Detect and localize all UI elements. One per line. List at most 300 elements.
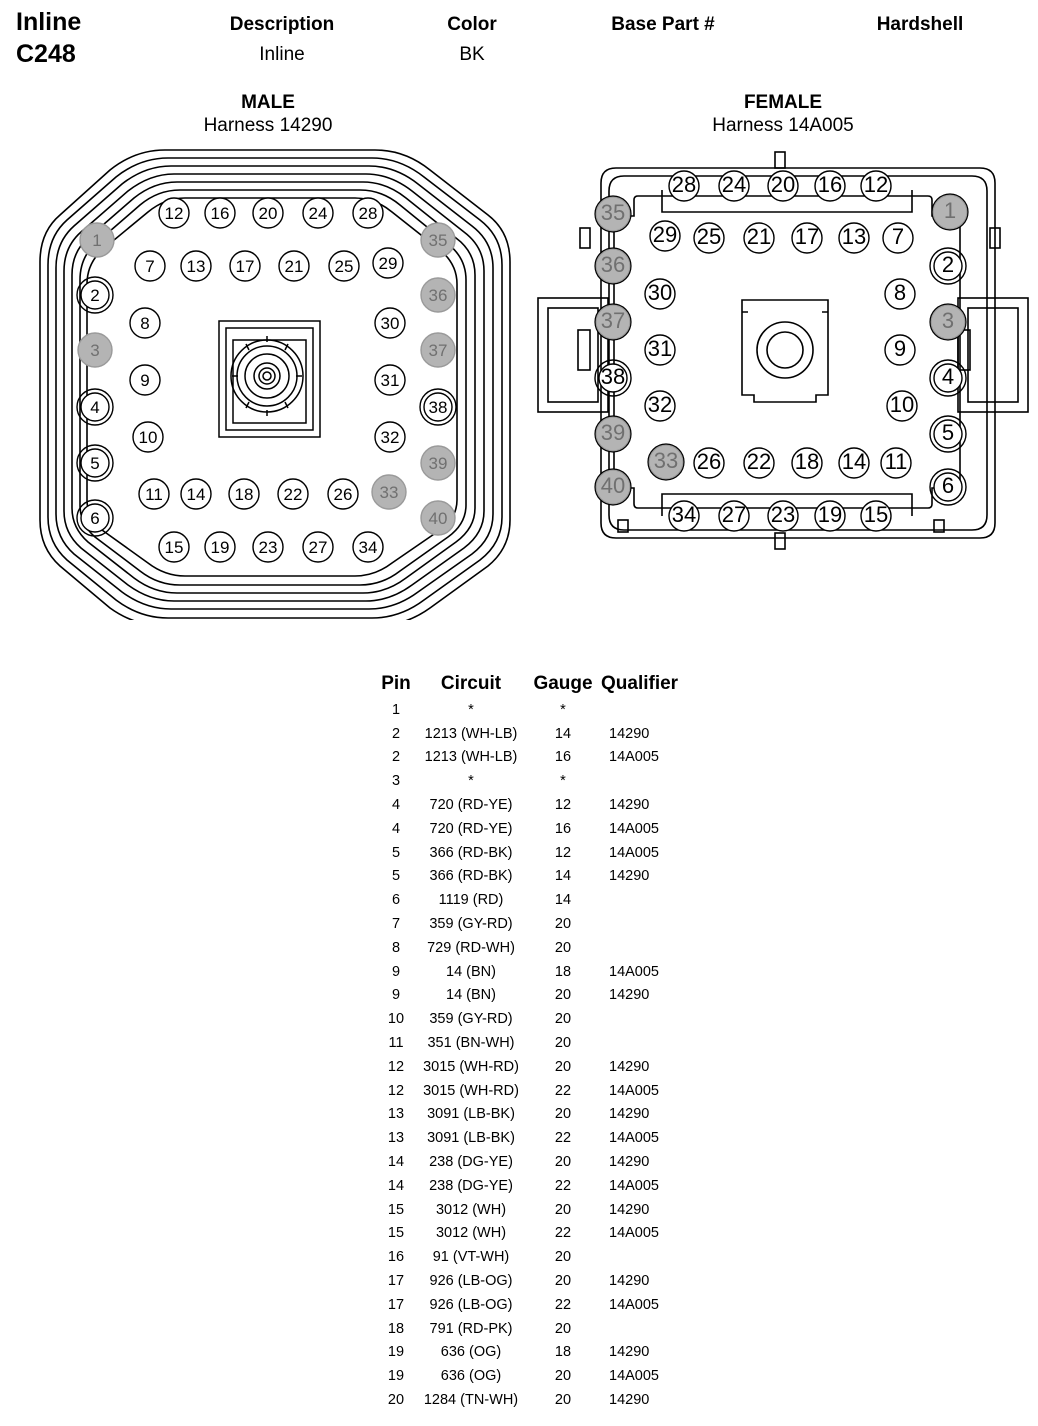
table-row: [375, 1126, 697, 1150]
table-row: [375, 1198, 697, 1222]
male-pin-39: [421, 446, 455, 480]
male-pin-label: 19: [210, 538, 230, 557]
male-pin-21: [279, 251, 309, 281]
pin-cell: 5: [391, 844, 401, 861]
pin-cell: 9: [391, 987, 401, 1004]
female-pin-33: [648, 444, 684, 480]
female-pin-30: [645, 279, 675, 309]
male-pin-16: [205, 198, 235, 228]
qualifier-cell: [601, 912, 697, 936]
qualifier-cell: 14A005: [609, 1296, 659, 1313]
color-value: BK: [459, 44, 485, 65]
table-row: [375, 888, 697, 912]
table-row: [375, 1031, 697, 1055]
female-pin-label: 32: [647, 392, 673, 417]
circuit-cell: 1284 (TN-WH): [423, 1392, 519, 1408]
circuit-cell: 926 (LB-OG): [429, 1273, 513, 1290]
male-pin-label: 20: [258, 204, 278, 223]
male-pin-label: 30: [380, 314, 400, 333]
pin-cell: 15: [387, 1225, 405, 1242]
male-pin-17: [230, 251, 260, 281]
female-title: FEMALE: [743, 92, 823, 113]
male-pin-label: 9: [140, 371, 150, 390]
qualifier-cell: 14290: [609, 987, 650, 1004]
female-pin-label: 19: [817, 502, 843, 527]
pin-cell: 5: [391, 868, 401, 885]
gauge-cell: 20: [554, 1106, 572, 1123]
gauge-cell: 22: [554, 1296, 572, 1313]
gauge-cell: *: [560, 773, 566, 790]
table-row: [375, 841, 697, 865]
gauge-cell: 14: [554, 892, 572, 909]
table-row: [375, 1079, 697, 1103]
pin-cell: 10: [387, 1011, 405, 1028]
female-pin-5: [930, 416, 966, 452]
table-row: [375, 865, 697, 889]
pin-cell: 7: [391, 916, 401, 933]
female-pin-label: 27: [721, 502, 747, 527]
table-row: [375, 1007, 697, 1031]
female-pin-37: [595, 304, 631, 340]
male-pin-7: [135, 251, 165, 281]
female-pin-label: 15: [863, 502, 889, 527]
gauge-cell: 16: [554, 749, 572, 766]
table-row: [375, 1341, 697, 1365]
female-pin-label: 35: [600, 200, 626, 225]
male-pin-label: 28: [358, 204, 378, 223]
table-row: [375, 722, 697, 746]
male-pin-label: 25: [334, 257, 354, 276]
female-pin-label: 5: [941, 420, 955, 445]
circuit-cell: 1213 (WH-LB): [424, 725, 518, 742]
circuit-cell: 3015 (WH-RD): [423, 1082, 519, 1099]
male-pin-1: [80, 223, 114, 257]
female-pin-label: 12: [863, 172, 889, 197]
column-header-circuit: Circuit: [440, 673, 502, 694]
female-pin-label: 21: [746, 224, 772, 249]
female-pin-label: 31: [647, 336, 673, 361]
female-pin-12: [861, 171, 891, 201]
gauge-cell: 20: [554, 987, 572, 1004]
female-pin-2: [930, 248, 966, 284]
circuit-cell: 926 (LB-OG): [429, 1296, 513, 1313]
circuit-cell: 3091 (LB-BK): [427, 1106, 515, 1123]
pin-cell: 13: [387, 1130, 405, 1147]
table-row: [375, 936, 697, 960]
gauge-cell: 14: [554, 868, 572, 885]
qualifier-cell: [601, 1317, 697, 1341]
pin-cell: 3: [391, 773, 401, 790]
hardshell-label: Hardshell: [876, 14, 964, 35]
qualifier-cell: 14A005: [609, 820, 659, 837]
male-pin-label: 1: [92, 231, 102, 250]
pin-cell: 9: [391, 963, 401, 980]
female-pin-label: 30: [647, 280, 673, 305]
female-pin-24: [719, 171, 749, 201]
male-pin-27: [303, 532, 333, 562]
qualifier-cell: [601, 769, 697, 793]
qualifier-cell: 14290: [609, 1273, 650, 1290]
male-title: MALE: [241, 92, 295, 113]
circuit-cell: 3015 (WH-RD): [423, 1058, 519, 1075]
female-subtitle: Harness 14A005: [712, 115, 854, 136]
female-pin-label: 17: [794, 224, 820, 249]
male-pin-22: [278, 479, 308, 509]
table-row: [375, 1055, 697, 1079]
male-pin-33: [372, 475, 406, 509]
male-pin-label: 18: [234, 485, 254, 504]
male-pin-40: [421, 501, 455, 535]
male-pin-35: [421, 223, 455, 257]
female-pin-label: 25: [696, 224, 722, 249]
pin-cell: 11: [388, 1035, 404, 1052]
circuit-cell: 636 (OG): [440, 1344, 502, 1361]
qualifier-cell: 14290: [609, 797, 650, 814]
color-label: Color: [447, 14, 497, 35]
circuit-cell: 1213 (WH-LB): [424, 749, 518, 766]
female-pin-34: [669, 501, 699, 531]
female-pin-label: 39: [600, 420, 626, 445]
circuit-cell: 3091 (LB-BK): [427, 1130, 515, 1147]
male-pin-25: [329, 251, 359, 281]
column-header-pin: Pin: [381, 673, 411, 694]
pin-cell: 20: [387, 1392, 405, 1408]
female-pin-18: [792, 448, 822, 478]
circuit-cell: 3012 (WH): [435, 1225, 507, 1242]
circuit-cell: 238 (DG-YE): [429, 1154, 513, 1171]
female-pin-label: 16: [817, 172, 843, 197]
table-row: [375, 1103, 697, 1127]
female-pin-13: [839, 223, 869, 253]
table-row: [375, 1364, 697, 1388]
male-pin-label: 33: [379, 483, 399, 502]
circuit-cell: 636 (OG): [440, 1368, 502, 1385]
gauge-cell: 14: [554, 725, 572, 742]
gauge-cell: 20: [554, 1273, 572, 1290]
pin-cell: 19: [387, 1368, 405, 1385]
female-pin-label: 9: [893, 336, 907, 361]
female-pin-7: [883, 223, 913, 253]
pin-cell: 12: [387, 1058, 405, 1075]
male-pin-label: 32: [380, 428, 400, 447]
male-pin-label: 37: [428, 341, 448, 360]
pin-cell: 14: [387, 1154, 405, 1171]
circuit-cell: 1119 (RD): [438, 892, 504, 909]
qualifier-cell: 14290: [609, 1344, 650, 1361]
connector-title-line2: C248: [16, 40, 76, 68]
pin-cell: 13: [387, 1106, 405, 1123]
qualifier-cell: 14A005: [609, 1225, 659, 1242]
table-row: [375, 1269, 697, 1293]
male-pin-label: 23: [258, 538, 278, 557]
female-pin-15: [861, 501, 891, 531]
male-pin-label: 31: [380, 371, 400, 390]
gauge-cell: 20: [554, 1201, 572, 1218]
female-pin-label: 18: [794, 449, 820, 474]
gauge-cell: 22: [554, 1082, 572, 1099]
female-pin-label: 6: [941, 473, 955, 498]
table-row: [375, 793, 697, 817]
male-pin-label: 3: [90, 341, 100, 360]
pin-cell: 16: [387, 1249, 405, 1266]
female-pin-17: [792, 223, 822, 253]
female-pin-28: [669, 171, 699, 201]
female-pin-label: 28: [671, 172, 697, 197]
male-pin-10: [133, 422, 163, 452]
gauge-cell: 22: [554, 1225, 572, 1242]
male-pin-label: 11: [145, 485, 163, 504]
circuit-cell: 720 (RD-YE): [429, 820, 513, 837]
pin-cell: 2: [391, 725, 401, 742]
table-row: [375, 960, 697, 984]
circuit-cell: 359 (GY-RD): [429, 916, 513, 933]
male-subtitle: Harness 14290: [203, 115, 333, 136]
female-pin-8: [885, 279, 915, 309]
female-pin-20: [768, 171, 798, 201]
qualifier-cell: 14A005: [609, 1177, 659, 1194]
column-header-gauge: Gauge: [533, 673, 593, 694]
table-row: [375, 912, 697, 936]
female-pin-25: [694, 223, 724, 253]
pin-cell: 4: [391, 797, 401, 814]
male-pin-label: 16: [210, 204, 230, 223]
male-pin-6: [77, 500, 113, 536]
pin-cell: 19: [387, 1344, 405, 1361]
female-pin-40: [595, 469, 631, 505]
pin-cell: 17: [387, 1273, 405, 1290]
male-pin-24: [303, 198, 333, 228]
female-pin-label: 36: [600, 252, 626, 277]
male-pin-label: 21: [284, 257, 304, 276]
male-pin-label: 24: [308, 204, 328, 223]
table-row: [375, 817, 697, 841]
male-pin-11: [139, 479, 169, 509]
female-pin-label: 8: [893, 280, 907, 305]
pin-cell: 15: [387, 1201, 405, 1218]
female-pin-22: [744, 448, 774, 478]
male-pin-label: 14: [186, 485, 206, 504]
pin-cell: 2: [391, 749, 401, 766]
female-pin-27: [719, 501, 749, 531]
male-pin-19: [205, 532, 235, 562]
description-value: Inline: [259, 44, 305, 65]
male-pin-label: 15: [164, 538, 184, 557]
female-pin-label: 40: [600, 473, 626, 498]
male-pin-label: 12: [164, 204, 184, 223]
circuit-cell: *: [468, 773, 474, 790]
male-pin-26: [328, 479, 358, 509]
female-pin-label: 11: [884, 449, 908, 474]
male-pin-label: 10: [138, 428, 158, 447]
column-header-qualifier: Qualifier: [601, 673, 679, 694]
male-pin-8: [130, 308, 160, 338]
male-pin-18: [229, 479, 259, 509]
female-pin-14: [839, 448, 869, 478]
female-pin-19: [815, 501, 845, 531]
table-row: [375, 1174, 697, 1198]
gauge-cell: 20: [554, 1320, 572, 1337]
male-pin-label: 7: [145, 257, 155, 276]
circuit-cell: *: [468, 701, 474, 718]
base-part-label: Base Part #: [611, 14, 715, 35]
circuit-cell: 366 (RD-BK): [429, 868, 513, 885]
male-pin-14: [181, 479, 211, 509]
qualifier-cell: 14A005: [609, 1130, 659, 1147]
table-row: [375, 1245, 697, 1269]
pin-table: [375, 670, 697, 1412]
male-pin-31: [375, 365, 405, 395]
pin-cell: 17: [387, 1296, 405, 1313]
female-pin-label: 37: [600, 308, 626, 333]
gauge-cell: 20: [554, 1249, 572, 1266]
male-pin-label: 39: [428, 454, 448, 473]
table-row: [375, 1293, 697, 1317]
qualifier-cell: [601, 936, 697, 960]
female-pin-label: 10: [889, 392, 915, 417]
gauge-cell: 20: [554, 916, 572, 933]
female-pin-label: 13: [841, 224, 867, 249]
male-pin-20: [253, 198, 283, 228]
pin-cell: 14: [387, 1177, 405, 1194]
female-pin-6: [930, 469, 966, 505]
female-pin-35: [595, 196, 631, 232]
female-connector-diagram: [520, 0, 1038, 620]
male-pin-label: 29: [378, 254, 398, 273]
male-pin-34: [353, 532, 383, 562]
table-row: [375, 1388, 697, 1412]
male-pin-label: 2: [90, 286, 100, 305]
qualifier-cell: [601, 1245, 697, 1269]
circuit-cell: 14 (BN): [446, 987, 496, 1004]
male-pin-4: [77, 389, 113, 425]
male-pin-label: 17: [235, 257, 255, 276]
gauge-cell: 22: [554, 1177, 572, 1194]
female-pin-10: [887, 391, 917, 421]
table-row: [375, 1222, 697, 1246]
qualifier-cell: [601, 1007, 697, 1031]
female-pin-26: [694, 448, 724, 478]
circuit-cell: 14 (BN): [446, 963, 496, 980]
qualifier-cell: [601, 698, 697, 722]
qualifier-cell: 14A005: [609, 1368, 659, 1385]
male-pin-23: [253, 532, 283, 562]
circuit-cell: 366 (RD-BK): [429, 844, 513, 861]
male-pin-label: 34: [358, 538, 378, 557]
qualifier-cell: 14A005: [609, 1082, 659, 1099]
female-pin-label: 23: [770, 502, 796, 527]
female-pin-39: [595, 416, 631, 452]
male-pin-label: 36: [428, 286, 448, 305]
female-pin-9: [885, 335, 915, 365]
male-pin-38: [420, 389, 456, 425]
qualifier-cell: 14A005: [609, 963, 659, 980]
qualifier-cell: 14A005: [609, 844, 659, 861]
table-row: [375, 1317, 697, 1341]
female-pin-label: 29: [652, 222, 678, 247]
qualifier-cell: 14290: [609, 725, 650, 742]
male-pin-37: [421, 333, 455, 367]
male-pin-label: 26: [333, 485, 353, 504]
gauge-cell: 18: [554, 963, 572, 980]
pin-cell: 8: [391, 939, 401, 956]
male-pin-13: [181, 251, 211, 281]
gauge-cell: 20: [554, 1058, 572, 1075]
female-pin-29: [650, 221, 680, 251]
qualifier-cell: [601, 1031, 697, 1055]
gauge-cell: 16: [554, 820, 572, 837]
female-pin-label: 3: [941, 308, 955, 333]
gauge-cell: *: [560, 701, 566, 718]
male-pin-32: [375, 422, 405, 452]
male-pin-label: 4: [90, 398, 100, 417]
male-pin-label: 27: [308, 538, 328, 557]
circuit-cell: 3012 (WH): [435, 1201, 507, 1218]
gauge-cell: 20: [554, 1035, 572, 1052]
female-pin-label: 38: [600, 364, 626, 389]
female-pin-1: [932, 194, 968, 230]
pin-cell: 18: [387, 1320, 405, 1337]
male-pin-12: [159, 198, 189, 228]
female-pin-label: 34: [671, 502, 697, 527]
table-row: [375, 698, 697, 722]
female-pin-label: 14: [841, 449, 867, 474]
circuit-cell: 238 (DG-YE): [429, 1177, 513, 1194]
gauge-cell: 12: [554, 844, 572, 861]
qualifier-cell: [601, 888, 697, 912]
male-pin-label: 22: [283, 485, 303, 504]
female-pin-label: 26: [696, 449, 722, 474]
pin-cell: 12: [387, 1082, 405, 1099]
table-row: [375, 769, 697, 793]
pin-cell: 1: [391, 701, 401, 718]
gauge-cell: 20: [554, 1368, 572, 1385]
gauge-cell: 20: [554, 1154, 572, 1171]
male-pin-9: [130, 365, 160, 395]
qualifier-cell: 14290: [609, 1392, 650, 1408]
male-pin-label: 5: [90, 454, 100, 473]
gauge-cell: 12: [554, 797, 572, 814]
gauge-cell: 20: [554, 939, 572, 956]
male-pin-label: 38: [428, 398, 448, 417]
female-pin-label: 33: [653, 448, 679, 473]
male-pin-2: [77, 277, 113, 313]
qualifier-cell: 14A005: [609, 749, 659, 766]
male-pin-label: 6: [90, 509, 100, 528]
qualifier-cell: 14290: [609, 1201, 650, 1218]
female-pin-label: 22: [746, 449, 772, 474]
female-pin-31: [645, 335, 675, 365]
male-pin-label: 8: [140, 314, 150, 333]
male-pin-15: [159, 532, 189, 562]
female-pin-16: [815, 171, 845, 201]
male-pin-5: [77, 445, 113, 481]
female-pin-3: [930, 304, 966, 340]
female-pin-4: [930, 360, 966, 396]
table-row: [375, 746, 697, 770]
circuit-cell: 351 (BN-WH): [427, 1035, 515, 1052]
qualifier-cell: 14290: [609, 1058, 650, 1075]
female-pin-32: [645, 391, 675, 421]
description-label: Description: [229, 14, 335, 35]
female-pin-label: 20: [770, 172, 796, 197]
connector-title-line1: Inline: [16, 8, 82, 36]
circuit-cell: 91 (VT-WH): [432, 1249, 510, 1266]
pin-cell: 4: [391, 820, 401, 837]
table-row: [375, 1150, 697, 1174]
gauge-cell: 18: [554, 1344, 572, 1361]
male-pin-28: [353, 198, 383, 228]
female-pin-38: [595, 360, 631, 396]
